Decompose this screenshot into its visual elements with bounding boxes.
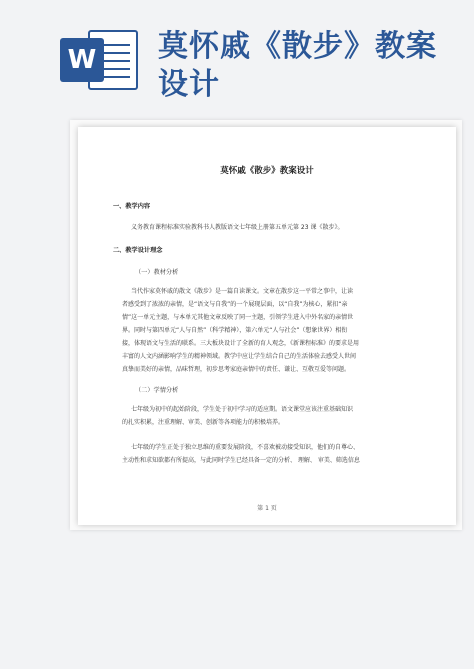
document-page: [78, 127, 456, 525]
paragraph-line: 七年级的学生正处于独立思维的重要发展阶段，不喜欢被动接受知识，他们的自尊心、: [131, 444, 360, 451]
paragraph-line: 界。同时与第四单元“人与自然”（科学精神），第六单元“人与社会”（想象世界）相衔: [122, 327, 348, 334]
word-icon: [60, 30, 140, 90]
banner-title: 莫怀戚《散步》教案设计: [158, 29, 437, 102]
paragraph-line: 的扎实积累，注重理解、审美、创新等各项能力的积极培养。: [122, 419, 285, 426]
section-1-text: 义务教育课程标准实验教科书人教版语文七年级上册第五单元第 23 课《散步》。: [131, 224, 344, 231]
paragraph-line: 丰富的人文内涵影响学生的精神领域。教学中应让学生结合自己的生活体验去感受人世间: [122, 353, 357, 360]
subheading-materials: （一）教材分析: [135, 269, 179, 276]
word-logo-letter: W: [60, 38, 104, 82]
paragraph-line: 当代作家莫怀戚的散文《散步》是一篇自读课文。文章在散步这一平常之事中，让读: [131, 288, 354, 295]
paragraph-line: 七年级为初中的起始阶段，学生处于初中学习的适应期。语文课堂应该注重基础知识: [131, 406, 354, 413]
page-number: 第 1 页: [257, 505, 277, 512]
paragraph-line: 者感受到了浓浓的亲情，是“语文与自我”的一个展现层面，以“自我”为核心，紧扣“亲: [122, 301, 348, 308]
section-heading-1: 一、教学内容: [113, 203, 151, 210]
section-heading-2: 二、教学设计理念: [113, 247, 163, 254]
paragraph-line: 接，体现语文与生活的联系。三大板块设计了全新的育人观念，《新课程标准》的要求是用: [122, 340, 360, 347]
document-title: 莫怀戚《散步》教案设计: [220, 166, 314, 176]
paragraph-line: 真挚而美好的亲情，品味哲理，初步思考家庭亲情中的责任、谦让、互敬互爱等问题。: [122, 366, 351, 373]
subheading-students: （二）学情分析: [135, 387, 179, 394]
paragraph-line: 情”这一单元主题，与本单元其他文章反映了同一主题，引领学生进入中外名家的亲情世: [122, 314, 354, 321]
paragraph-line: 主动性和求知欲都有所提高，与此同时学生已经具备一定的分析、 理解、 审美、筛选信息: [122, 457, 360, 464]
banner: [0, 0, 474, 118]
